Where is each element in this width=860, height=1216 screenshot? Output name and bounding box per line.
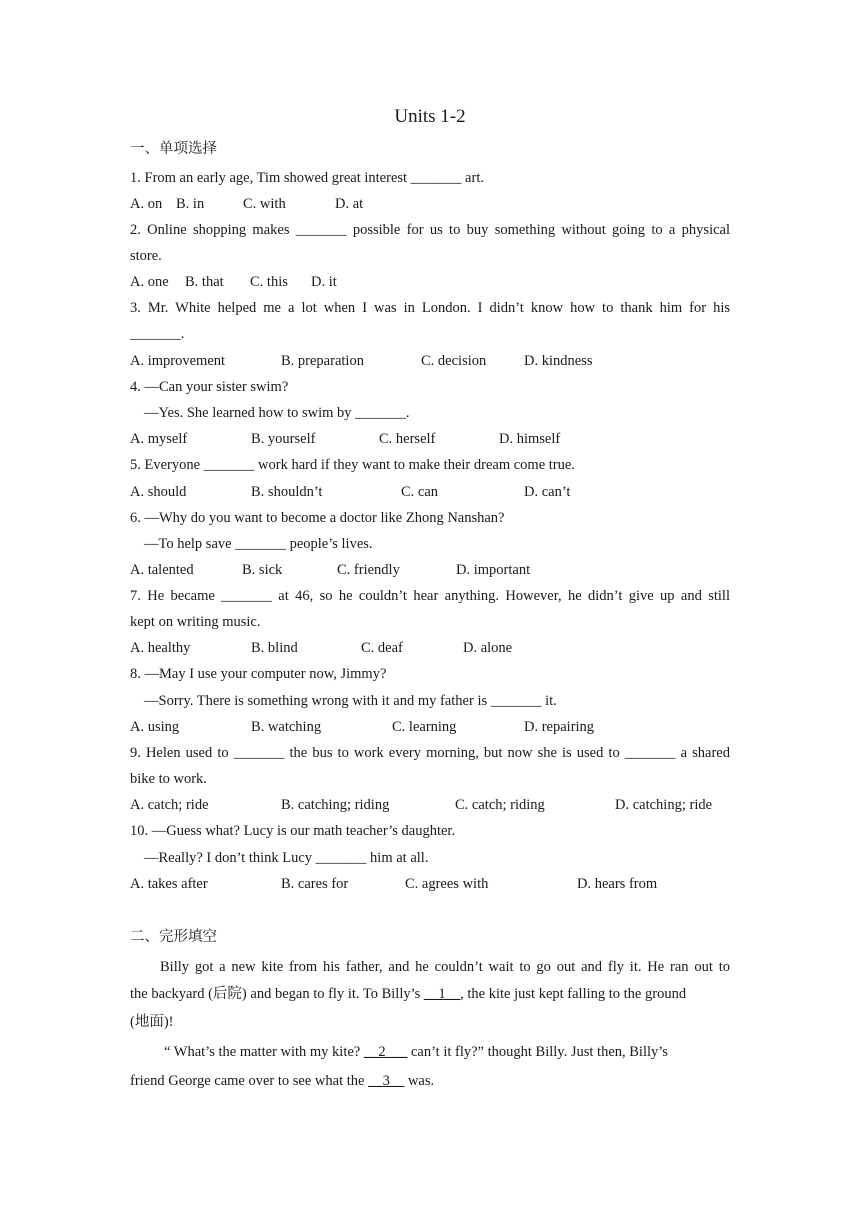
option-b[interactable]: B. catching; riding <box>281 797 390 813</box>
question-6-reply: —To help save _______ people’s lives. <box>144 536 373 552</box>
option-c[interactable]: C. with <box>243 196 286 212</box>
option-c[interactable]: C. deaf <box>361 640 403 656</box>
option-d[interactable]: D. kindness <box>524 353 593 369</box>
option-a[interactable]: A. using <box>130 719 180 735</box>
option-c[interactable]: C. learning <box>392 719 457 735</box>
option-b[interactable]: B. preparation <box>281 353 364 369</box>
question-9: 9. Helen used to _______ the bus to work every morning, but now she is used to _______ a shared <box>130 745 730 761</box>
option-a[interactable]: A. catch; ride <box>130 797 209 813</box>
question-4: 4. —Can your sister swim? <box>130 379 289 395</box>
option-d[interactable]: D. at <box>335 196 364 212</box>
cloze-paragraph-2-line-2 <box>130 1071 730 1091</box>
option-a[interactable]: A. one <box>130 274 169 290</box>
question-10-reply: —Really? I don’t think Lucy _______ him at all. <box>144 850 429 866</box>
option-c[interactable]: C. friendly <box>337 562 400 578</box>
question-10: 10. —Guess what? Lucy is our math teacher’s daughter. <box>130 823 456 839</box>
option-a[interactable]: A. improvement <box>130 353 226 369</box>
option-b[interactable]: B. watching <box>251 719 322 735</box>
option-d[interactable]: D. repairing <box>524 719 595 735</box>
option-a[interactable]: A. takes after <box>130 876 208 892</box>
cloze-paragraph-1-line-1: Billy got a new kite from his father, and he couldn’t wait to go out and fly it. He ran out to <box>160 959 730 975</box>
section-heading-choice: 一、单项选择 <box>130 141 217 157</box>
question-2-cont: store. <box>130 248 162 264</box>
option-b[interactable]: B. yourself <box>251 431 316 447</box>
option-b[interactable]: B. cares for <box>281 876 349 892</box>
cloze-paragraph-1-line-3: (地面)! <box>130 1014 174 1030</box>
option-c[interactable]: C. herself <box>379 431 436 447</box>
cloze-text: , the kite just kept falling to the ground <box>460 986 687 1002</box>
option-d[interactable]: D. can’t <box>524 484 571 500</box>
option-c[interactable]: C. catch; riding <box>455 797 545 813</box>
question-3: 3. Mr. White helped me a lot when I was in London. I didn’t know how to thank him for his <box>130 300 730 316</box>
option-c[interactable]: C. agrees with <box>405 876 489 892</box>
question-5: 5. Everyone _______ work hard if they want to make their dream come true. <box>130 457 575 473</box>
option-a[interactable]: A. should <box>130 484 187 500</box>
cloze-text: the backyard (后院) and began to fly it. To Billy’s <box>130 986 424 1002</box>
option-c[interactable]: C. decision <box>421 353 487 369</box>
cloze-text: “ What’s the matter with my kite? <box>164 1044 364 1060</box>
option-b[interactable]: B. shouldn’t <box>251 484 323 500</box>
option-c[interactable]: C. this <box>250 274 288 290</box>
cloze-paragraph-2-line-1 <box>130 1042 730 1062</box>
option-b[interactable]: B. sick <box>242 562 283 578</box>
cloze-paragraph-1-line-2 <box>130 984 730 1004</box>
option-a[interactable]: A. myself <box>130 431 188 447</box>
question-1: 1. From an early age, Tim showed great interest _______ art. <box>130 170 484 186</box>
question-6: 6. —Why do you want to become a doctor like Zhong Nanshan? <box>130 510 505 526</box>
page-title: Units 1-2 <box>394 106 466 127</box>
section-heading-cloze: 二、完形填空 <box>130 929 217 945</box>
question-9-cont: bike to work. <box>130 771 207 787</box>
cloze-blank-1[interactable]: __1__ <box>423 986 461 1002</box>
option-a[interactable]: A. on <box>130 196 163 212</box>
option-d[interactable]: D. important <box>456 562 531 578</box>
option-b[interactable]: B. in <box>176 196 205 212</box>
cloze-text: can’t it fly?” thought Billy. Just then, Billy’s <box>407 1044 668 1060</box>
question-8-reply: —Sorry. There is something wrong with it and my father is _______ it. <box>144 693 557 709</box>
option-d[interactable]: D. it <box>311 274 337 290</box>
cloze-blank-3[interactable]: __3__ <box>368 1073 405 1089</box>
cloze-text: was. <box>404 1073 435 1089</box>
option-d[interactable]: D. catching; ride <box>615 797 713 813</box>
question-7-cont: kept on writing music. <box>130 614 261 630</box>
option-d[interactable]: D. alone <box>463 640 513 656</box>
option-b[interactable]: B. blind <box>251 640 298 656</box>
option-d[interactable]: D. hears from <box>577 876 658 892</box>
cloze-text: friend George came over to see what the <box>130 1073 369 1089</box>
question-7: 7. He became _______ at 46, so he couldn’t hear anything. However, he didn’t give up and still <box>130 588 730 604</box>
question-2: 2. Online shopping makes _______ possible for us to buy something without going to a physical <box>130 222 730 238</box>
option-a[interactable]: A. talented <box>130 562 194 578</box>
cloze-blank-2[interactable]: __2___ <box>363 1044 408 1060</box>
question-4-reply: —Yes. She learned how to swim by _______. <box>144 405 410 421</box>
option-a[interactable]: A. healthy <box>130 640 191 656</box>
option-d[interactable]: D. himself <box>499 431 561 447</box>
option-b[interactable]: B. that <box>185 274 224 290</box>
option-c[interactable]: C. can <box>401 484 439 500</box>
question-3-cont: _______. <box>130 326 185 342</box>
question-8: 8. —May I use your computer now, Jimmy? <box>130 666 387 682</box>
